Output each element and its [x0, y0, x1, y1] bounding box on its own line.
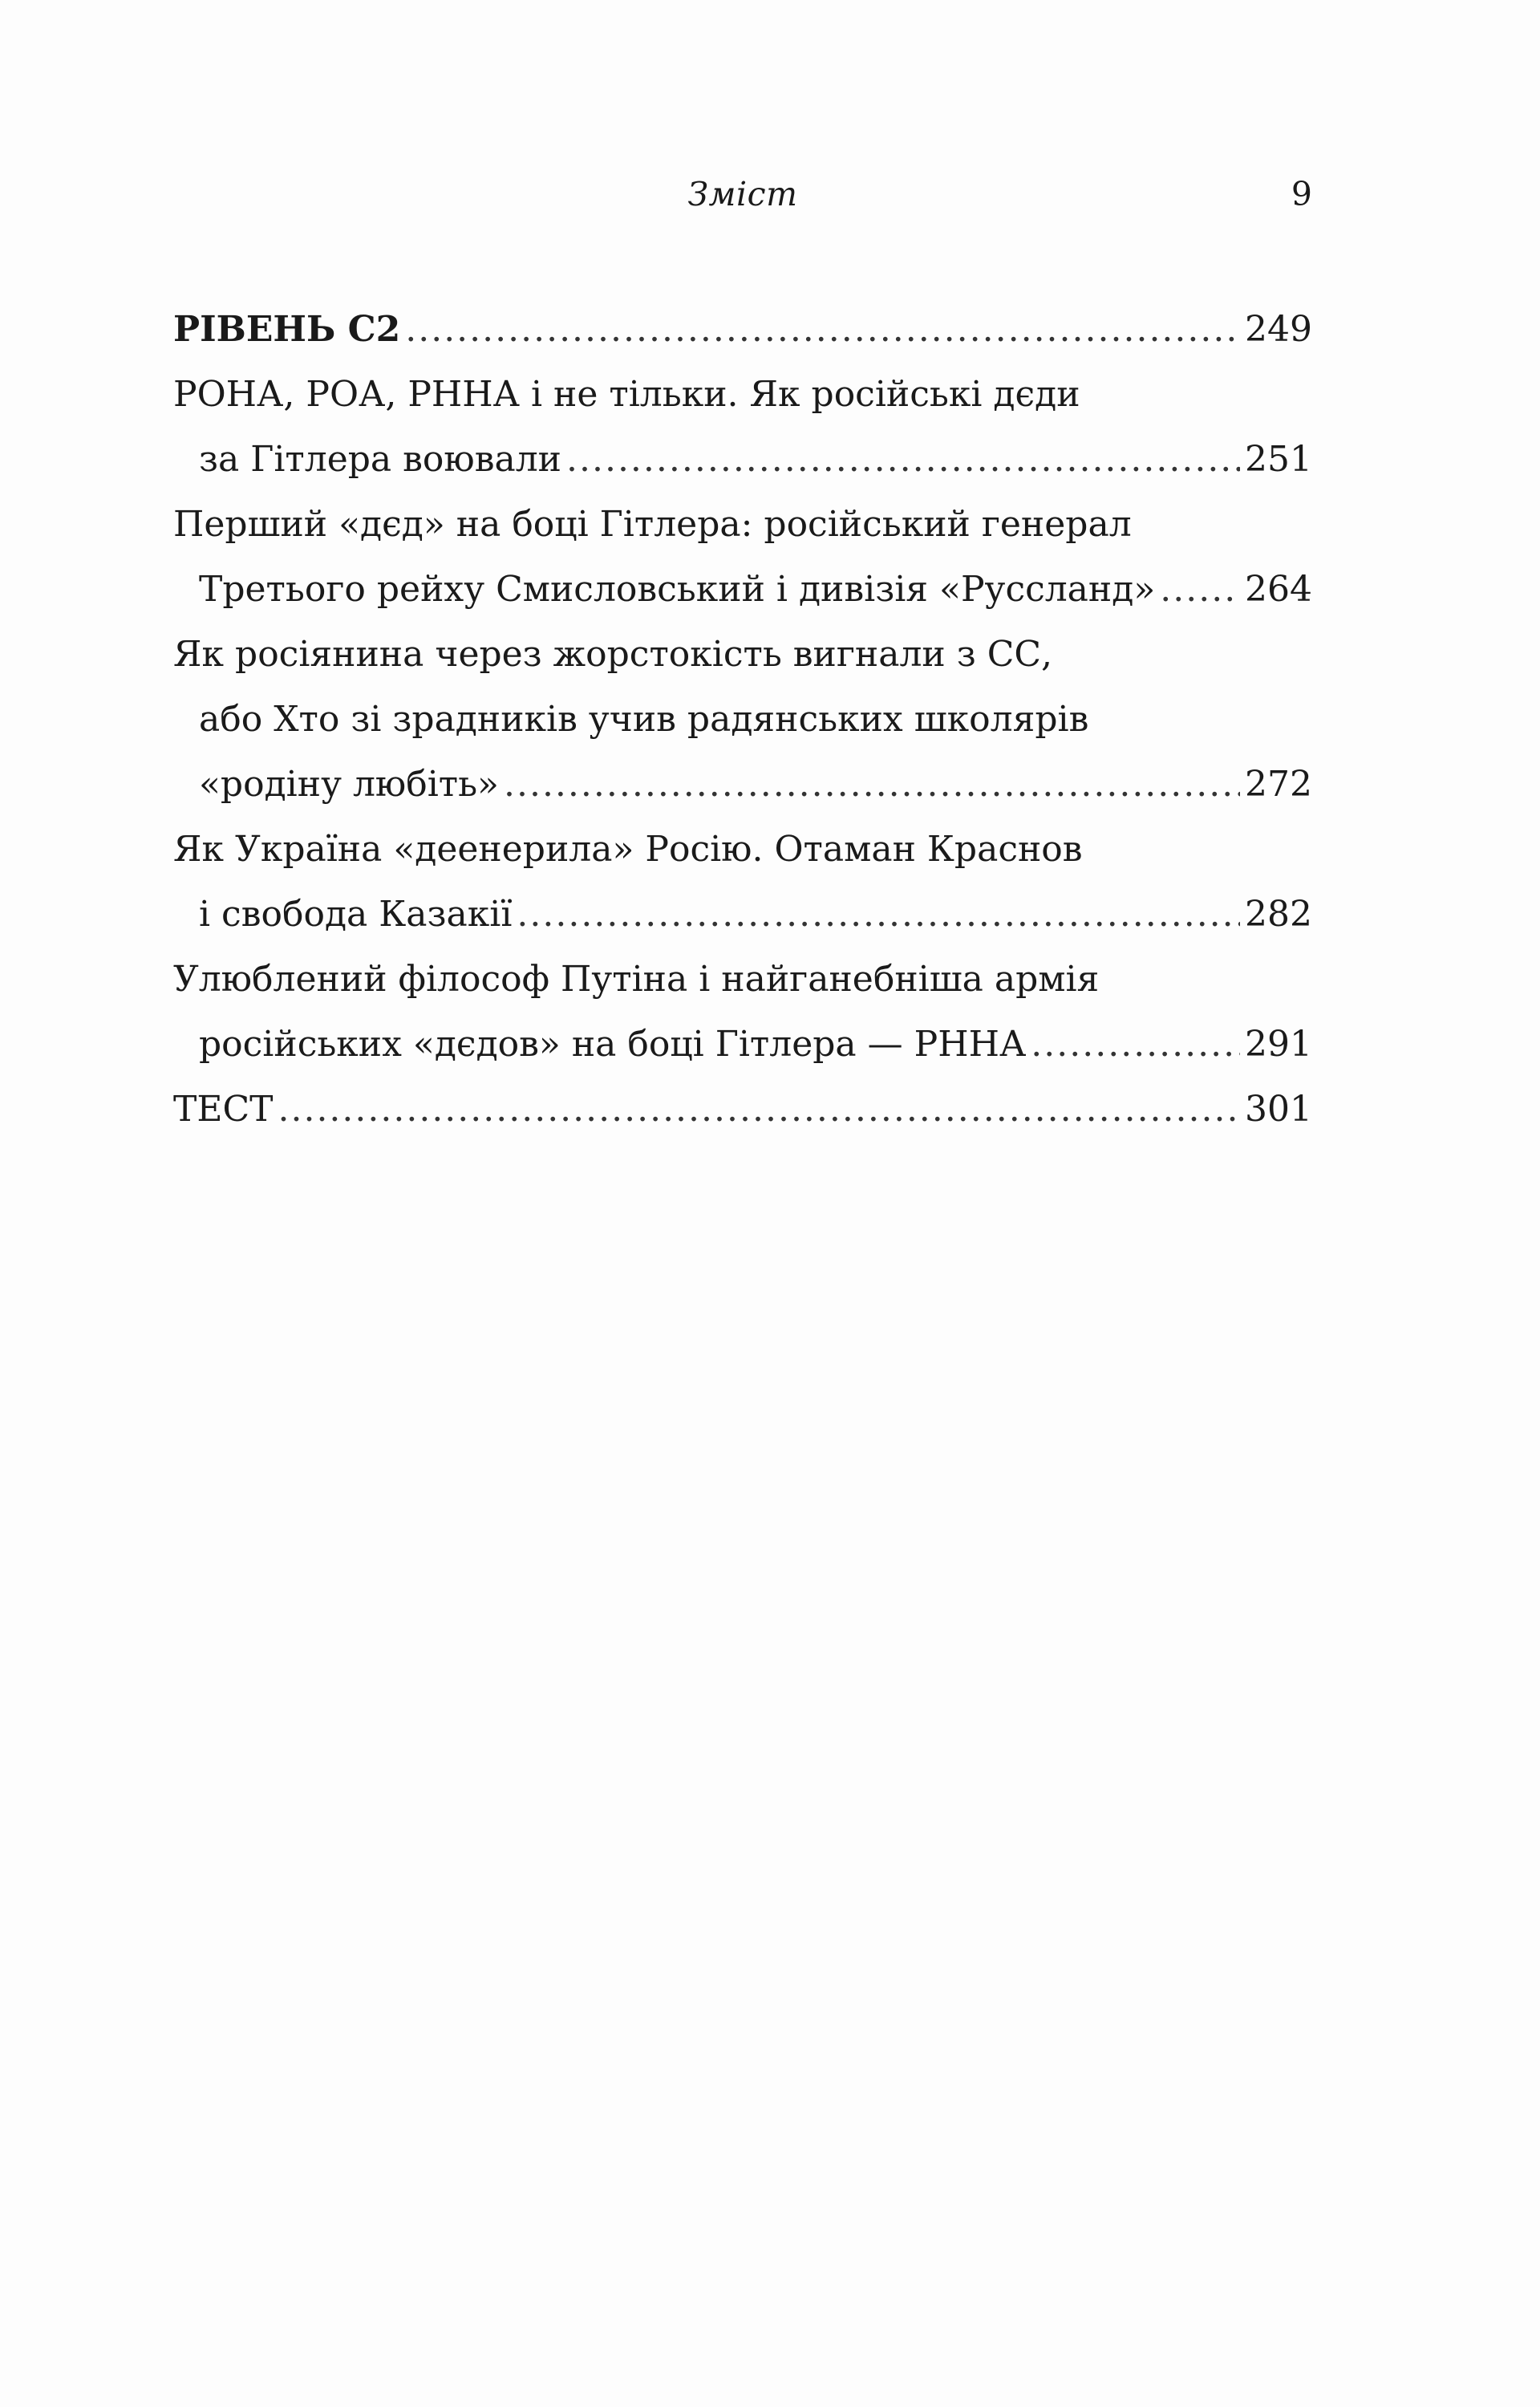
toc-entry-title: Улюблений філософ Путіна і найганебніша армія — [173, 959, 1100, 1000]
toc-page-number: 249 — [1245, 309, 1312, 350]
dot-leader — [1160, 557, 1240, 622]
toc-line — [173, 752, 1312, 817]
toc-entry-title: Третього рейху Смисловський і дивізія «Руссланд» — [199, 569, 1156, 610]
toc-line — [173, 362, 1312, 427]
toc-entry-title: і свобода Казакії — [199, 894, 513, 935]
toc-entry-title: Як Україна «деенерила» Росію. Отаман Краснов — [173, 829, 1083, 870]
toc-line — [173, 297, 1312, 362]
toc-entry — [173, 297, 1312, 362]
toc-line — [173, 1077, 1312, 1142]
running-header — [173, 175, 1312, 223]
toc-entry-title: РОНА, РОА, РННА і не тільки. Як російські дєди — [173, 374, 1080, 415]
toc-entry-title: ТЕСТ — [173, 1089, 274, 1130]
running-title: Зміст — [687, 175, 798, 213]
toc-entry-title: Перший «дєд» на боці Гітлера: російський генерал — [173, 504, 1132, 545]
toc-entry-title: російських «дєдов» на боці Гітлера — РННА — [199, 1024, 1027, 1065]
toc-entry-title: або Хто зі зрадників учив радянських школярів — [199, 699, 1089, 740]
toc-page-number: 264 — [1245, 569, 1312, 610]
dot-leader — [504, 752, 1240, 817]
toc-entry — [173, 492, 1312, 622]
dot-leader — [517, 882, 1240, 947]
toc-line — [173, 492, 1312, 557]
toc-page-number: 301 — [1245, 1089, 1312, 1130]
toc-page-number: 251 — [1245, 439, 1312, 480]
toc-entry — [173, 622, 1312, 817]
toc-entry-title: РІВЕНЬ С2 — [173, 309, 401, 350]
toc-line — [173, 687, 1312, 752]
toc-entry — [173, 817, 1312, 947]
toc-line — [173, 427, 1312, 492]
dot-leader — [278, 1077, 1240, 1142]
toc-line — [173, 622, 1312, 687]
toc-page-number: 282 — [1245, 894, 1312, 935]
toc-line — [173, 882, 1312, 947]
toc-page-number: 272 — [1245, 764, 1312, 805]
toc-entry-title: «родіну любіть» — [199, 764, 499, 805]
toc-entry — [173, 362, 1312, 492]
toc-line — [173, 1012, 1312, 1077]
page-number: 9 — [1291, 175, 1312, 213]
toc-page-number: 291 — [1245, 1024, 1312, 1065]
dot-leader — [1031, 1012, 1240, 1077]
toc-entry — [173, 947, 1312, 1077]
dot-leader — [566, 427, 1240, 492]
toc-entry-title: за Гітлера воювали — [199, 439, 561, 480]
toc-entry — [173, 1077, 1312, 1142]
toc-entry-title: Як росіянина через жорстокість вигнали з СС, — [173, 634, 1053, 675]
table-of-contents — [173, 297, 1312, 1142]
toc-line — [173, 947, 1312, 1012]
toc-line — [173, 817, 1312, 882]
toc-line — [173, 557, 1312, 622]
dot-leader — [405, 297, 1240, 362]
